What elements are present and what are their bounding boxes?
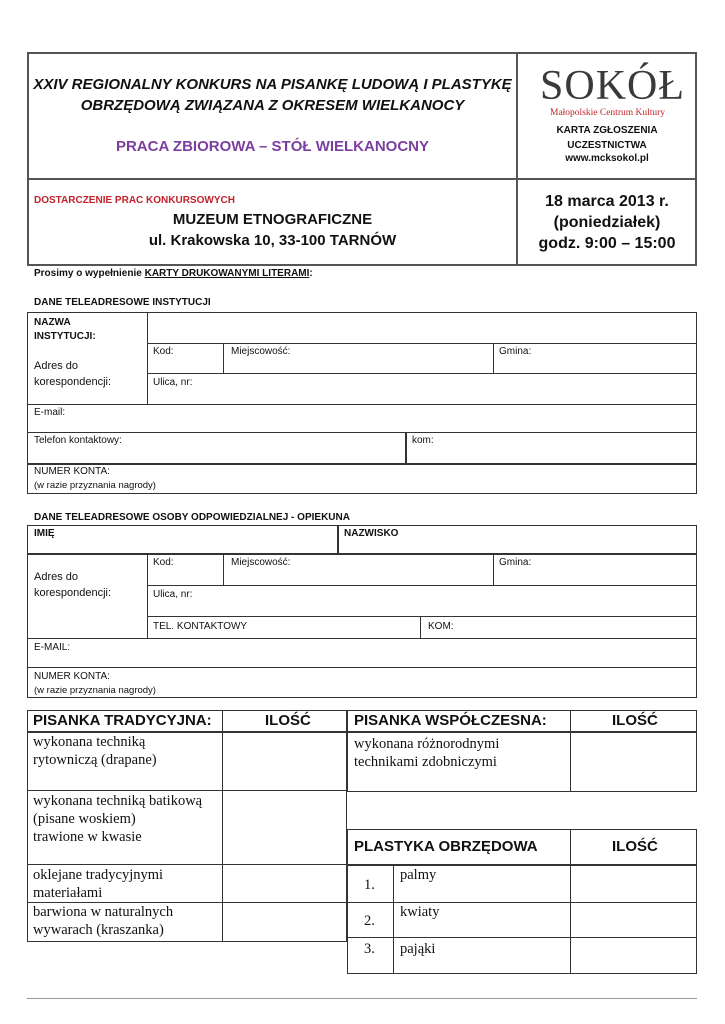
person-kom-divider — [420, 616, 421, 638]
delivery-hours: godz. 9:00 – 15:00 — [538, 235, 676, 252]
ritual-item-palms: palmy — [400, 867, 437, 883]
inst-phone-bottom — [27, 463, 697, 465]
institution-kod-field[interactable]: Kod: — [153, 346, 174, 357]
trad-item-acid: trawione w kwasie — [33, 829, 142, 845]
ritual-qty-header: ILOŚĆ — [612, 838, 658, 855]
institution-name-field[interactable] — [148, 313, 696, 342]
modern-item: wykonana różnorodnymi technikami zdobniczymi — [354, 736, 500, 770]
footer-line — [27, 998, 697, 999]
modern-header: PISANKA WSPÓŁCZESNA: — [354, 712, 547, 729]
person-address-label: Adres do korespondencji: — [34, 571, 112, 599]
traditional-header: PISANKA TRADYCYJNA: — [33, 712, 212, 729]
inst-address-bottom — [27, 404, 697, 405]
person-phone-field[interactable]: TEL. KONTAKTOWY — [153, 621, 248, 632]
person-kod-field[interactable]: Kod: — [153, 557, 174, 568]
person-address-bottom — [27, 638, 697, 639]
person-account-note: (w razie przyznania nagrody) — [34, 685, 156, 696]
qty-input-batik-acid[interactable] — [223, 791, 346, 863]
contest-subtitle: PRACA ZBIOROWA – STÓŁ WIELKANOCNY — [115, 138, 430, 155]
contest-title-line1: XXIV REGIONALNY KONKURS NA PISANKĘ LUDOWĄ I PLASTYKĘ — [33, 76, 512, 93]
institution-account-field[interactable]: NUMER KONTA: — [34, 466, 110, 477]
person-name-divider — [337, 525, 339, 553]
inst-email-bottom — [27, 432, 697, 433]
inst-kod-divider — [223, 343, 224, 373]
institution-street-field[interactable]: Ulica, nr: — [153, 377, 193, 388]
ritual-header: PLASTYKA OBRZĘDOWA — [354, 838, 538, 855]
person-address-divider — [147, 553, 148, 638]
instruction-suffix: : — [309, 268, 313, 279]
person-name-bottom — [27, 553, 697, 555]
ritual-num-3: 3. — [364, 941, 375, 957]
delivery-address: ul. Krakowska 10, 33-100 TARNÓW — [148, 232, 397, 249]
qty-input-glued[interactable] — [223, 865, 346, 901]
institution-name-label: NAZWA INSTYTUCJI: — [34, 317, 96, 342]
person-kod-bottom — [147, 585, 697, 586]
institution-city-field[interactable]: Miejscowość: — [231, 346, 291, 357]
ritual-num-1: 1. — [364, 877, 375, 893]
logo-subtitle: Małopolskie Centrum Kultury — [550, 108, 666, 118]
qty-input-engraved[interactable] — [223, 732, 346, 789]
institution-email-field[interactable]: E-mail: — [34, 407, 66, 418]
sokol-logo: SOKÓŁ — [540, 63, 686, 109]
ritual-num-divider — [393, 864, 394, 974]
qty-input-palms[interactable] — [571, 865, 696, 901]
person-first-name-field[interactable]: IMIĘ — [34, 528, 55, 539]
inst-row1-bottom — [147, 343, 697, 344]
delivery-date: 18 marca 2013 r. — [545, 193, 669, 210]
person-kod-divider — [223, 553, 224, 585]
qty-input-spiders[interactable] — [571, 938, 696, 973]
person-street-field[interactable]: Ulica, nr: — [153, 589, 193, 600]
trad-item-engraved: wykonana techniką rytowniczą (drapane) — [33, 734, 157, 768]
instruction-prefix: Prosimy o wypełnienie — [34, 268, 145, 279]
person-mobile-field[interactable]: KOM: — [428, 621, 454, 632]
ritual-num-2: 2. — [364, 913, 375, 929]
person-email-field[interactable]: E-MAIL: — [34, 642, 71, 653]
header-separator — [28, 178, 696, 180]
person-account-field[interactable]: NUMER KONTA: — [34, 671, 110, 682]
traditional-qty-header: ILOŚĆ — [265, 712, 311, 729]
institution-mobile-field[interactable]: kom: — [412, 435, 434, 446]
card-title-line1: KARTA ZGŁOSZENIA — [556, 125, 658, 136]
person-table — [27, 525, 697, 698]
institution-gmina-field[interactable]: Gmina: — [499, 346, 532, 357]
ritual-item-spiders: pająki — [400, 941, 436, 957]
trad-item-natural-dye: barwiona w naturalnych wywarach (kraszanka) — [33, 904, 174, 938]
card-title-line2: UCZESTNICTWA — [567, 140, 647, 151]
person-gmina-divider — [493, 553, 494, 585]
person-section-title: DANE TELEADRESOWE OSOBY ODPOWIEDZIALNEJ - OPIEKUNA — [34, 512, 350, 523]
ritual-item-flowers: kwiaty — [400, 904, 440, 920]
qty-input-natural-dye[interactable] — [223, 903, 346, 941]
person-gmina-field[interactable]: Gmina: — [499, 557, 532, 568]
person-last-name-field[interactable]: NAZWISKO — [344, 528, 399, 539]
delivery-place: MUZEUM ETNOGRAFICZNE — [172, 211, 373, 228]
inst-kom-divider — [405, 432, 407, 463]
person-city-field[interactable]: Miejscowość: — [231, 557, 291, 568]
institution-section-title: DANE TELEADRESOWE INSTYTUCJI — [34, 297, 211, 308]
trad-item-batik: wykonana techniką batikową (pisane woskiem) — [33, 793, 203, 827]
instruction-underlined: KARTY DRUKOWANYMI LITERAMI — [144, 268, 310, 279]
instruction — [34, 268, 313, 279]
modern-qty-header: ILOŚĆ — [612, 712, 658, 729]
trad-item-glued: oklejane tradycyjnymi materiałami — [33, 867, 164, 901]
institution-address-label: Adres do korespondencji: — [34, 360, 112, 388]
delivery-label: DOSTARCZENIE PRAC KONKURSOWYCH — [34, 195, 235, 206]
qty-input-modern[interactable] — [571, 732, 696, 791]
delivery-day: (poniedziałek) — [553, 214, 661, 231]
inst-row2-bottom — [147, 373, 697, 374]
institution-account-note: (w razie przyznania nagrody) — [34, 480, 156, 491]
website-link[interactable]: www.mcksokol.pl — [565, 153, 649, 164]
contest-title-line2: OBRZĘDOWĄ ZWIĄZANA Z OKRESEM WIELKANOCY — [80, 97, 465, 114]
inst-gmina-divider — [493, 343, 494, 373]
institution-phone-field[interactable]: Telefon kontaktowy: — [34, 435, 122, 446]
person-email-bottom — [27, 667, 697, 668]
qty-input-flowers[interactable] — [571, 903, 696, 936]
person-street-bottom — [147, 616, 697, 617]
